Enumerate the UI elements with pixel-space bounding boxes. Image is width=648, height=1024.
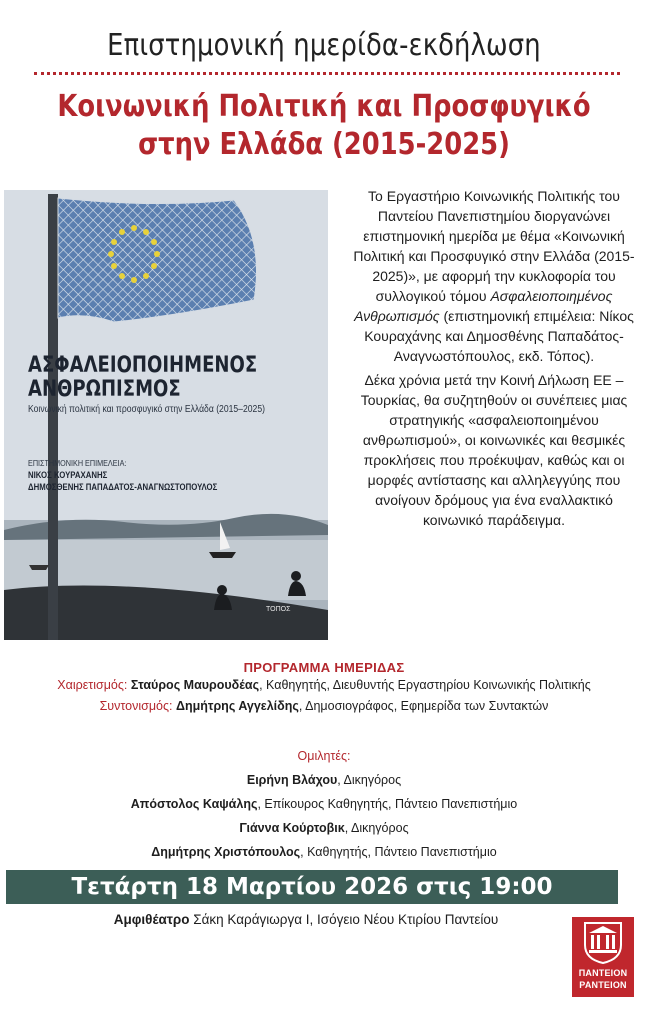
speaker-item [0,816,648,840]
speaker-desc: , Δικηγόρος [344,821,409,835]
event-description [346,186,642,534]
coordination-line [0,696,648,717]
cover-editor-2: ΔΗΜΟΣΘΕΝΗΣ ΠΑΠΑΔΑΤΟΣ-ΑΝΑΓΝΩΣΤΟΠΟΥΛΟΣ [28,482,218,493]
description-paragraph-2: Δέκα χρόνια μετά την Κοινή Δήλωση ΕΕ – Τουρκίας, θα συζητηθούν οι συνέπειες μιας στρατηγικής «ασφαλειοποιημένου ανθρωπισμού», οι κοινωνικές και θεσμικές προκλήσεις που προέκυψαν, καθώς και οι μορφές αντίστασης και αλληλεγγύης που ανοίγουν δρόμους για ένα εναλλακτικό κοινωνικό παράδειγμα. [360,372,628,528]
greeting-line [0,675,648,696]
logo-text-greek: ΠΑΝΤΕΙΟΝ [578,968,628,978]
description-paragraph-1 [346,186,642,366]
event-title-line2: στην Ελλάδα (2015-2025) [138,127,510,162]
program-section [0,660,648,717]
dotted-divider [34,72,620,75]
speaker-item [0,768,648,792]
greeting-name: Σταύρος Μαυρουδέας [130,678,260,692]
flag-pole [48,194,58,640]
speaker-name: Δημήτρης Χριστόπουλος [151,845,301,859]
description-p1-b: (επιστημονική επιμέλεια: Νίκος Κουραχάνης και Δημοσθένης Παπαδάτος-Αναγνωστόπουλος, εκδ. Τόπος). [364,308,634,364]
panteion-logo [572,917,634,997]
logo-text-latin: PANTEION [579,980,627,990]
speakers-heading: Ομιλητές: [297,749,351,763]
speaker-desc: , Καθηγητής, Πάντειο Πανεπιστήμιο [300,845,497,859]
event-title-line1: Κοινωνική Πολιτική και Προσφυγικό [57,89,591,124]
program-heading: ΠΡΟΓΡΑΜΜΑ ΗΜΕΡΙΔΑΣ [243,660,405,675]
speaker-desc: , Δικηγόρος [337,773,402,787]
greeting-desc: , Καθηγητής, Διευθυντής Εργαστηρίου Κοινωνικής Πολιτικής [259,678,591,692]
coordination-desc: , Δημοσιογράφος, Εφημερίδα των Συντακτών [298,699,549,713]
event-type-heading: Επιστημονική ημερίδα-εκδήλωση [107,28,541,63]
event-datetime-bar: Τετάρτη 18 Μαρτίου 2026 στις 19:00 [6,870,618,904]
event-title [45,88,602,164]
greeting-role: Χαιρετισμός: [57,678,128,692]
cover-title-line2: ΑΝΘΡΩΠΙΣΜΟΣ [28,377,181,402]
speaker-desc: , Επίκουρος Καθηγητής, Πάντειο Πανεπιστήμιο [257,797,518,811]
cover-illustration [4,190,328,640]
description-book-title: Ασφαλειοποιημένος Ανθρωπισμός [354,288,613,324]
cover-editor-1: ΝΙΚΟΣ ΚΟΥΡΑΧΑΝΗΣ [28,470,108,481]
eu-flag-mesh [58,198,257,322]
panteion-emblem-icon [583,921,623,965]
description-p1-a: Το Εργαστήριο Κοινωνικής Πολιτικής του Παντείου Πανεπιστημίου διοργανώνει επιστημονική ημερίδα με θέμα «Κοινωνική Πολιτική και Προσφυγικό στην Ελλάδα (2015-2025)», με αφορμή την κυκλοφορία του συλλογικού τόμου [353,188,635,304]
speaker-item [0,840,648,864]
speakers-section [0,744,648,864]
book-cover-image [4,190,328,640]
venue-detail: Σάκη Καράγιωργα Ι, Ισόγειο Νέου Κτιρίου Παντείου [189,912,499,927]
cover-title-line1: ΑΣΦΑΛΕΙΟΠΟΙΗΜΕΝΟΣ [28,353,258,378]
cover-book-title [28,354,266,402]
cover-publisher: ΤΟΠΟΣ [266,606,291,613]
cover-subtitle: Κοινωνική πολιτική και προσφυγικό στην Ελλάδα (2015–2025) [28,404,265,415]
speaker-name: Γιάννα Κούρτοβικ [239,821,345,835]
speaker-name: Ειρήνη Βλάχου [246,773,338,787]
venue-label: Αμφιθέατρο [113,912,190,927]
event-venue [0,912,612,927]
speaker-name: Απόστολος Καψάλης [130,797,258,811]
coordination-role: Συντονισμός: [99,699,173,713]
coordination-name: Δημήτρης Αγγελίδης [175,699,299,713]
speaker-item [0,792,648,816]
cover-editors-label: ΕΠΙΣΤΗΜΟΝΙΚΗ ΕΠΙΜΕΛΕΙΑ: [28,458,127,468]
